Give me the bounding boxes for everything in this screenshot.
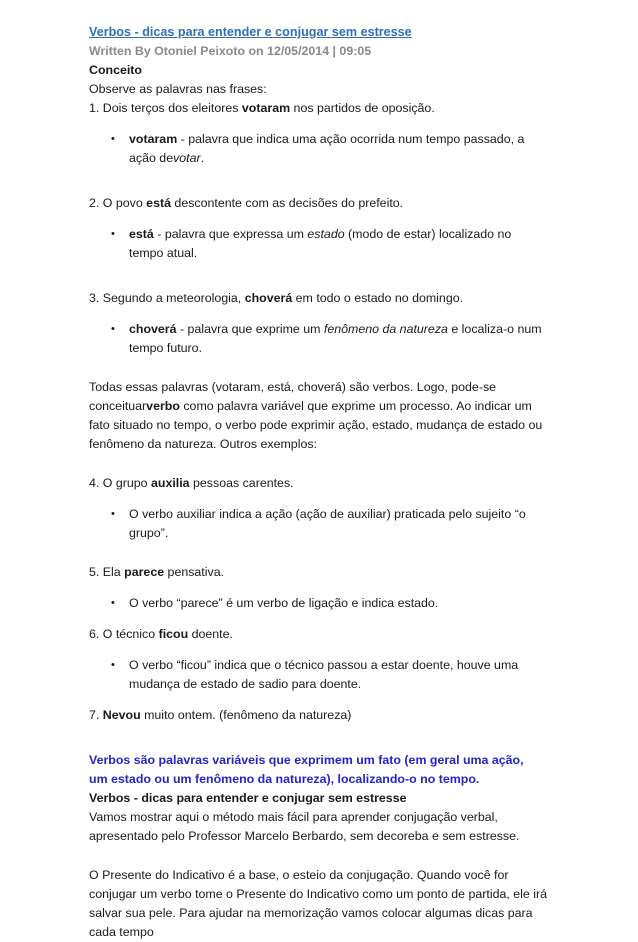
example-2: 2. O povo está descontente com as decisões do prefeito.: [89, 196, 404, 210]
bullet-icon: •: [111, 597, 115, 609]
example-1: 1. Dois terços dos eleitores votaram nos partidos de oposição.: [89, 101, 435, 115]
example-6: 6. O técnico ficou doente.: [89, 627, 233, 641]
bullet-1: • votaram - palavra que indica uma ação ocorrida num tempo passado, a ação devotar.: [111, 132, 525, 165]
bullet-4: • O verbo auxiliar indica a ação (ação de auxiliar) praticada pelo sujeito “o grupo”.: [111, 507, 526, 540]
example-5: 5. Ela parece pensativa.: [89, 565, 225, 579]
highlight-line-2: um estado ou um fenômeno da natureza), localizando-o no tempo.: [89, 772, 480, 786]
subtitle: Verbos - dicas para entender e conjugar sem estresse: [89, 791, 407, 805]
bullet-3: • choverá - palavra que exprime um fenômeno da natureza e localiza-o num tempo futuro.: [111, 322, 542, 355]
highlight-line-1: Verbos são palavras variáveis que exprimem um fato (em geral uma ação,: [89, 753, 524, 767]
example-3: 3. Segundo a meteorologia, choverá em todo o estado no domingo.: [89, 291, 464, 305]
bullet-icon: •: [111, 323, 115, 335]
section-heading: Conceito: [89, 63, 143, 77]
example-7: 7. Nevou muito ontem. (fenômeno da natureza): [89, 708, 352, 722]
bullet-icon: •: [111, 508, 115, 520]
article-title-link[interactable]: Verbos - dicas para entender e conjugar sem estresse: [89, 25, 412, 39]
bullet-icon: •: [111, 228, 115, 240]
byline: Written By Otoniel Peixoto on 12/05/2014 | 09:05: [89, 44, 372, 58]
explanation-paragraph: Todas essas palavras (votaram, está, choverá) são verbos. Logo, pode-se conceituarverbo como palavra variável que exprime um processo. Ao indicar um fato situado no tempo, o verbo pode exprimir ação, estado, mudança de estado ou fenômeno da natureza. Outros exemplos:: [89, 380, 543, 451]
present-indicative-paragraph: O Presente do Indicativo é a base, o esteio da conjugação. Quando você for conjugar um verbo tome o Presente do Indicativo como um ponto de partida, ele irá salvar sua pele. Para ajudar na memorização vamos colocar algumas dicas para cada tempo: [89, 868, 548, 939]
example-4: 4. O grupo auxilia pessoas carentes.: [89, 476, 294, 490]
bullet-icon: •: [111, 659, 115, 671]
intro-text: Observe as palavras nas frases:: [89, 82, 267, 96]
bullet-6: • O verbo “ficou” indica que o técnico passou a estar doente, houve uma mudança de estado de sadio para doente.: [111, 658, 519, 691]
bullet-5: • O verbo “parece” é um verbo de ligação e indica estado.: [89, 594, 549, 613]
method-paragraph: Vamos mostrar aqui o método mais fácil para aprender conjugação verbal, apresentado pelo Professor Marcelo Berbardo, sem decoreba e sem estresse.: [89, 810, 520, 843]
bullet-2: • está - palavra que expressa um estado (modo de estar) localizado no tempo atual.: [111, 227, 512, 260]
bullet-icon: •: [111, 133, 115, 145]
